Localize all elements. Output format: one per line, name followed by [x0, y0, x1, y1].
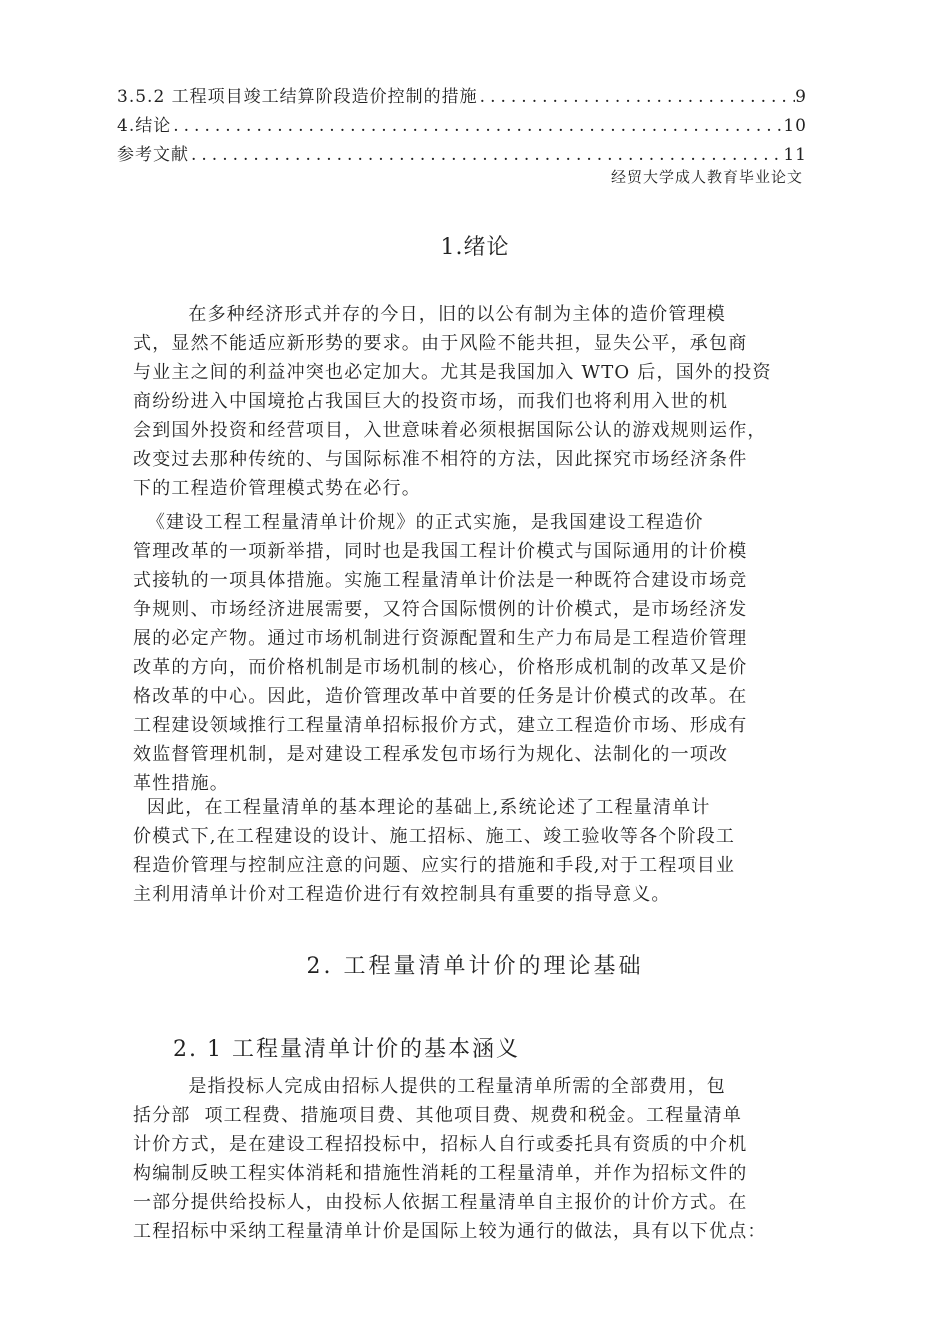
section-1-title: 1.绪论: [440, 235, 510, 260]
text-line: 式，显然不能适应新形势的要求。由于风险不能共担，显失公平，承包商: [133, 333, 748, 354]
subsection-2-1-paragraph: [133, 1072, 853, 1246]
text-line: 主利用清单计价对工程造价进行有效控制具有重要的指导意义。: [133, 884, 671, 905]
text-line: 价模式下,在工程建设的设计、施工招标、施工、竣工验收等各个阶段工: [133, 826, 736, 847]
text-line: 管理改革的一项新举措，同时也是我国工程计价模式与国际通用的计价模: [133, 541, 748, 562]
text-line: 会到国外投资和经营项目，入世意味着必须根据国际公认的游戏规则运作，: [133, 420, 767, 441]
text-line: 程造价管理与控制应注意的问题、应实行的措施和手段,对于工程项目业: [133, 855, 736, 876]
text-line: 计价方式，是在建设工程招投标中，招标人自行或委托具有资质的中介机: [133, 1134, 748, 1155]
text-line: 构编制反映工程实体消耗和措施性消耗的工程量清单，并作为招标文件的: [133, 1163, 748, 1184]
toc-leader-dots: [478, 87, 796, 107]
toc-entry-page: 10: [783, 116, 807, 136]
page-header: 经贸大学成人教育毕业论文: [610, 168, 803, 186]
table-of-contents: [117, 82, 807, 169]
text-line: 与业主之间的利益冲突也必定加大。尤其是我国加入 WTO 后，国外的投资: [133, 362, 772, 383]
section-1-paragraph-1: [133, 300, 853, 503]
text-line: 因此，在工程量清单的基本理论的基础上,系统论述了工程量清单计: [133, 797, 711, 818]
section-2-title: 2. 工程量清单计价的理论基础: [306, 954, 644, 979]
text-line: 一部分提供给投标人，由投标人依据工程量清单自主报价的计价方式。在: [133, 1192, 748, 1213]
toc-entry-page: 11: [783, 145, 807, 165]
text-line: 下的工程造价管理模式势在必行。: [133, 478, 421, 499]
text-line: 展的必定产物。通过市场机制进行资源配置和生产力布局是工程造价管理: [133, 628, 748, 649]
subsection-2-1-title: 2. 1 工程量清单计价的基本涵义: [173, 1037, 520, 1062]
text-line: 格改革的中心。因此，造价管理改革中首要的任务是计价模式的改革。在: [133, 686, 748, 707]
text-line: 改变过去那种传统的、与国际标准不相符的方法，因此探究市场经济条件: [133, 449, 748, 470]
toc-entry-label: 参考文献: [117, 145, 189, 165]
section-1-paragraph-2: [133, 508, 853, 798]
text-line: 在多种经济形式并存的今日，旧的以公有制为主体的造价管理模: [133, 304, 726, 325]
text-line: 商纷纷进入中国境抢占我国巨大的投资市场，而我们也将利用入世的机: [133, 391, 729, 412]
toc-entry-label: 4.结论: [117, 116, 172, 136]
text-line: 工程招标中采纳工程量清单计价是国际上较为通行的做法，具有以下优点：: [133, 1221, 767, 1242]
text-line: 革性措施。: [133, 773, 229, 794]
toc-leader-dots: [171, 116, 783, 136]
text-line: 改革的方向，而价格机制是市场机制的核心，价格形成机制的改革又是价: [133, 657, 748, 678]
text-line: 括分部 项工程费、措施项目费、其他项目费、规费和税金。工程量清单: [133, 1105, 743, 1126]
text-line: 《建设工程工程量清单计价规》的正式实施，是我国建设工程造价: [133, 512, 704, 533]
text-line: 效监督管理机制，是对建设工程承发包市场行为规化、法制化的一项改: [133, 744, 729, 765]
toc-entry-label: 3.5.2 工程项目竣工结算阶段造价控制的措施: [117, 87, 478, 107]
toc-entry[interactable]: [117, 111, 807, 140]
toc-leader-dots: [189, 145, 783, 165]
toc-entry[interactable]: [117, 140, 807, 169]
toc-entry-page: 9: [795, 87, 807, 107]
text-line: 是指投标人完成由招标人提供的工程量清单所需的全部费用，包: [133, 1076, 726, 1097]
text-line: 争规则、市场经济进展需要，又符合国际惯例的计价模式，是市场经济发: [133, 599, 748, 620]
text-line: 工程建设领域推行工程量清单招标报价方式，建立工程造价市场、形成有: [133, 715, 748, 736]
text-line: 式接轨的一项具体措施。实施工程量清单计价法是一种既符合建设市场竞: [133, 570, 748, 591]
section-1-paragraph-3: [133, 793, 853, 909]
toc-entry[interactable]: [117, 82, 807, 111]
